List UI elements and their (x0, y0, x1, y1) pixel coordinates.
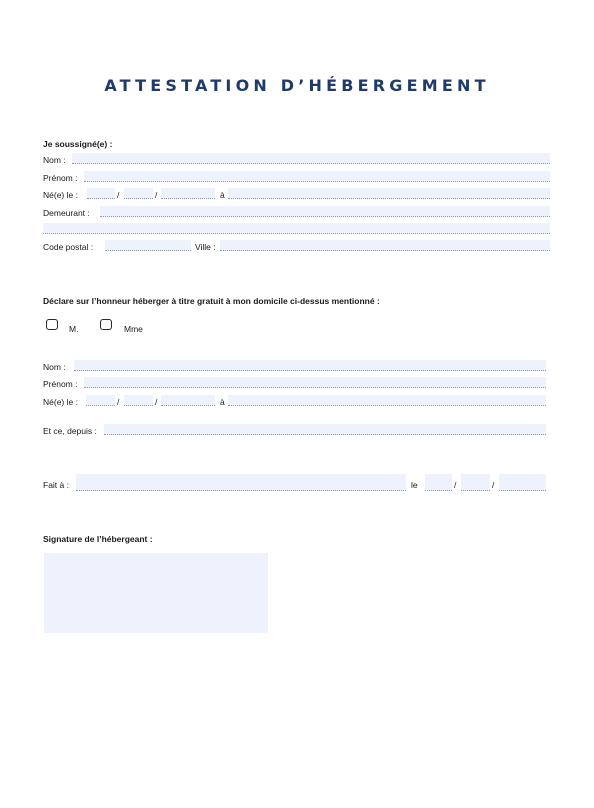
date-separator: / (454, 480, 457, 490)
lieu-naissance-label: à (220, 190, 225, 200)
le-label: le (411, 480, 418, 490)
date-naissance-label: Né(e) le : (43, 190, 78, 200)
signature-label: Signature de l’hébergeant : (43, 534, 153, 544)
demeurant-label: Demeurant : (43, 208, 90, 218)
hebergeant-city-field[interactable] (220, 240, 550, 251)
heberge-nom-field[interactable] (74, 360, 546, 371)
signature-box[interactable] (44, 553, 268, 633)
checkbox-mme[interactable] (100, 319, 112, 330)
date-separator: / (155, 397, 158, 407)
option-mme-label: Mme (124, 324, 143, 334)
date-separator: / (155, 190, 158, 200)
nom-label: Nom : (43, 155, 66, 165)
nom-label: Nom : (43, 362, 66, 372)
fait-day-field[interactable] (425, 474, 452, 491)
hebergeant-birth-day-field[interactable] (87, 188, 115, 199)
fait-a-label: Fait à : (43, 480, 69, 490)
prenom-label: Prénom : (43, 379, 78, 389)
heberge-birthplace-field[interactable] (228, 395, 546, 406)
hebergeant-prenom-field[interactable] (84, 171, 550, 182)
date-separator: / (492, 480, 495, 490)
section-heading-declaration: Déclare sur l’honneur héberger à titre gratuit à mon domicile ci-dessus mentionné : (43, 296, 380, 306)
hebergeant-birthplace-field[interactable] (228, 188, 550, 199)
fait-year-field[interactable] (499, 474, 546, 491)
document-title: ATTESTATION D’HÉBERGEMENT (104, 76, 490, 95)
section-heading-soussigne: Je soussigné(e) : (43, 139, 113, 149)
date-naissance-label: Né(e) le : (43, 397, 78, 407)
code-postal-label: Code postal : (43, 242, 94, 252)
date-separator: / (117, 397, 120, 407)
hebergeant-postal-code-field[interactable] (105, 240, 191, 251)
hebergeant-nom-field[interactable] (72, 153, 550, 164)
heberge-birth-month-field[interactable] (124, 395, 153, 406)
checkbox-m[interactable] (46, 319, 58, 330)
lieu-naissance-label: à (220, 397, 225, 407)
prenom-label: Prénom : (43, 173, 78, 183)
depuis-label: Et ce, depuis : (43, 426, 97, 436)
heberge-birth-day-field[interactable] (86, 395, 115, 406)
hebergeant-birth-month-field[interactable] (124, 188, 153, 199)
hebergeant-birth-year-field[interactable] (161, 188, 215, 199)
fait-a-field[interactable] (76, 474, 406, 491)
heberge-birth-year-field[interactable] (161, 395, 215, 406)
option-m-label: M. (69, 324, 79, 334)
hebergeant-address-field[interactable] (100, 206, 550, 217)
ville-label: Ville : (195, 242, 216, 252)
heberge-prenom-field[interactable] (84, 377, 546, 388)
heberge-since-field[interactable] (104, 424, 546, 435)
date-separator: / (117, 190, 120, 200)
fait-month-field[interactable] (461, 474, 490, 491)
hebergeant-address-line2-field[interactable] (43, 223, 550, 234)
